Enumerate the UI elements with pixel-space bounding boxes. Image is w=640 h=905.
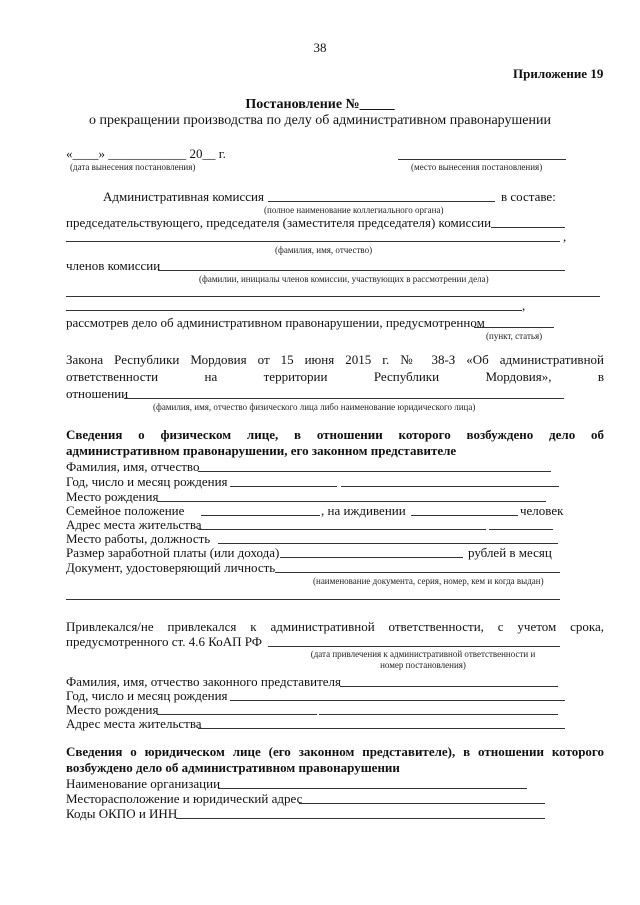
appendix-label: Приложение 19 bbox=[513, 66, 604, 81]
considered-text: рассмотрев дело об административном правонарушении, предусмотренном bbox=[66, 315, 485, 330]
liability-line-1: Привлекался/не привлекался к административной ответственности, с учетом срока, bbox=[66, 619, 604, 634]
liability-field[interactable] bbox=[268, 646, 560, 647]
rep-birthplace-field-1[interactable] bbox=[157, 714, 317, 715]
date-hint: (дата вынесения постановления) bbox=[70, 162, 196, 172]
commission-hint: (полное наименование коллегиального органа) bbox=[264, 205, 444, 215]
fio-hint: (фамилия, имя, отчество) bbox=[275, 245, 373, 255]
field-label-birthplace: Место рождения bbox=[66, 489, 159, 504]
chair-field-1[interactable] bbox=[491, 227, 565, 228]
legal-codes-field[interactable] bbox=[176, 818, 545, 819]
phys-heading-2: административном правонарушении, его законном представителе bbox=[66, 443, 457, 458]
liability-line-2: предусмотренного ст. 4.6 КоАП РФ bbox=[66, 634, 263, 649]
article-hint: (пункт, статья) bbox=[486, 331, 543, 341]
field-label-rubles: рублей в месяц bbox=[468, 545, 552, 560]
address-field-1[interactable] bbox=[198, 529, 486, 530]
field-label-work: Место работы, должность bbox=[66, 531, 211, 546]
work-field[interactable] bbox=[218, 543, 558, 544]
page-number: 38 bbox=[313, 40, 327, 55]
legal-label-location: Месторасположение и юридический адрес bbox=[66, 791, 303, 806]
article-field[interactable] bbox=[474, 327, 554, 328]
document-field[interactable] bbox=[275, 572, 560, 573]
law-line-1: Закона Республики Мордовия от 15 июня 2015 г. № 38-З «Об административной bbox=[66, 352, 604, 367]
commission-suffix: в составе: bbox=[501, 189, 556, 204]
birth-field-2[interactable] bbox=[341, 486, 559, 487]
legal-location-field[interactable] bbox=[299, 803, 545, 804]
salary-field[interactable] bbox=[280, 557, 463, 558]
rep-label-birth: Год, число и месяц рождения bbox=[66, 688, 228, 703]
liability-hint-2: номер постановления) bbox=[380, 660, 466, 670]
person-field[interactable] bbox=[124, 398, 564, 399]
law-line-2: ответственности на территории Республики Мордовия», в bbox=[66, 369, 604, 384]
field-label-salary: Размер заработной платы (или дохода) bbox=[66, 545, 280, 560]
document-hint: (наименование документа, серия, номер, кем и когда выдан) bbox=[313, 576, 544, 586]
commission-name-field[interactable] bbox=[268, 201, 495, 202]
rep-label-address: Адрес места жительства bbox=[66, 716, 202, 731]
members-field-3[interactable] bbox=[66, 310, 522, 311]
chair-field-2[interactable] bbox=[66, 241, 560, 242]
field-label-birth: Год, число и месяц рождения bbox=[66, 474, 228, 489]
field-label-persons: человек bbox=[520, 503, 564, 518]
rep-birth-field[interactable] bbox=[230, 700, 565, 701]
field-label-address: Адрес места жительства bbox=[66, 517, 202, 532]
legal-heading-2: возбуждено дело об административном правонарушении bbox=[66, 760, 400, 775]
law-line-3: отношении bbox=[66, 386, 129, 401]
place-field[interactable] bbox=[398, 159, 566, 160]
date-field[interactable]: «____» ____________ 20__ г. bbox=[66, 146, 226, 161]
field-label-dependents: , на иждивении bbox=[321, 503, 406, 518]
chair-label: председательствующего, председателя (заместителя председателя) комиссии bbox=[66, 215, 492, 230]
legal-label-codes: Коды ОКПО и ИНН bbox=[66, 806, 178, 821]
rep-birthplace-field-2[interactable] bbox=[319, 714, 558, 715]
birth-field-1[interactable] bbox=[230, 486, 337, 487]
surname-field[interactable] bbox=[198, 471, 551, 472]
field-label-family: Семейное положение bbox=[66, 503, 185, 518]
rep-label-surname: Фамилия, имя, отчество законного представителя bbox=[66, 674, 341, 689]
family-field[interactable] bbox=[201, 515, 320, 516]
dependents-field[interactable] bbox=[411, 515, 518, 516]
members-field-2[interactable] bbox=[66, 296, 600, 297]
address-field-2[interactable] bbox=[489, 529, 553, 530]
rep-surname-field[interactable] bbox=[340, 686, 558, 687]
document-title: Постановление №_____ bbox=[245, 97, 395, 112]
phys-heading-1: Сведения о физическом лице, в отношении которого возбуждено дело об bbox=[66, 427, 604, 442]
rep-address-field[interactable] bbox=[198, 728, 565, 729]
members-comma: , bbox=[522, 298, 526, 313]
members-field-1[interactable] bbox=[158, 270, 565, 271]
members-hint: (фамилии, инициалы членов комиссии, участвующих в рассмотрении дела) bbox=[199, 274, 489, 284]
document-subtitle: о прекращении производства по делу об административном правонарушении bbox=[89, 113, 551, 128]
document-field-2[interactable] bbox=[66, 599, 560, 600]
field-label-surname: Фамилия, имя, отчество bbox=[66, 459, 200, 474]
chair-comma: , bbox=[563, 229, 567, 244]
legal-label-name: Наименование организации bbox=[66, 776, 221, 791]
rep-label-birthplace: Место рождения bbox=[66, 702, 159, 717]
place-hint: (место вынесения постановления) bbox=[411, 162, 543, 172]
members-label: членов комиссии bbox=[66, 258, 161, 273]
person-hint: (фамилия, имя, отчество физического лица либо наименование юридического лица) bbox=[153, 402, 476, 412]
legal-heading-1: Сведения о юридическом лице (его законном представителе), в отношении которого bbox=[66, 744, 604, 759]
liability-hint-1: (дата привлечения к административной ответственности и bbox=[310, 649, 536, 659]
commission-prefix: Административная комиссия bbox=[103, 189, 264, 204]
birthplace-field[interactable] bbox=[157, 501, 546, 502]
legal-name-field[interactable] bbox=[218, 788, 527, 789]
field-label-document: Документ, удостоверяющий личность bbox=[66, 560, 276, 575]
